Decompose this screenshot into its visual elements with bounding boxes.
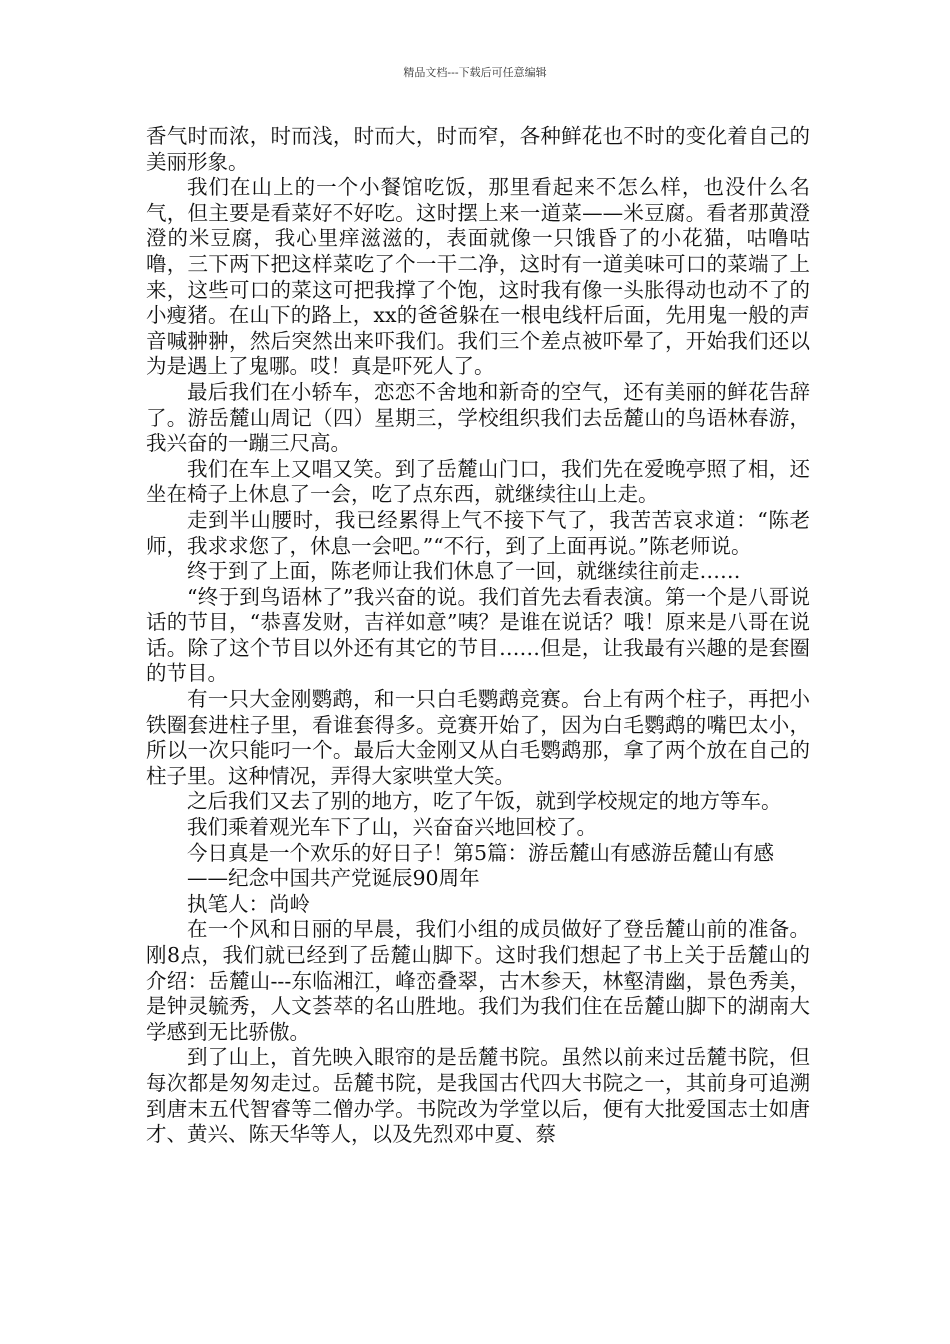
paragraph-13: 执笔人：尚岭 [187, 891, 310, 916]
paragraph-11: 今日真是一个欢乐的好日子！第5篇：游岳麓山有感游岳麓山有感 [187, 840, 775, 865]
page-header: 精品文档---下载后可任意编辑 [403, 66, 547, 79]
paragraph-7: “终于到鸟语林了”我兴奋的说。我们首先去看表演。第一个是八哥说话的节目，“恭喜发财，吉祥如意”咦？是谁在说话？哦！原来是八哥在说话。除了这个节目以外还有其它的节目……但是，让我最有兴趣的是套圈的节目。 [146, 584, 810, 686]
paragraph-10: 我们乘着观光车下了山，兴奋奋兴地回校了。 [187, 815, 597, 840]
paragraph-4: 我们在车上又唱又笑。到了岳麓山门口，我们先在爱晚亭照了相，还坐在椅子上休息了一会，吃了点东西，就继续往山上走。 [146, 456, 810, 507]
paragraph-15: 到了山上，首先映入眼帘的是岳麓书院。虽然以前来过岳麓书院，但每次都是匆匆走过。岳麓书院，是我国古代四大书院之一，其前身可追溯到唐末五代智睿等二僧办学。书院改为学堂以后，便有大批爱国志士如唐才、黄兴、陈天华等人，以及先烈邓中夏、蔡 [146, 1045, 810, 1147]
paragraph-14: 在一个风和日丽的早晨，我们小组的成员做好了登岳麓山前的准备。刚8点，我们就已经到了岳麓山脚下。这时我们想起了书上关于岳麓山的介绍：岳麓山---东临湘江，峰峦叠翠，古木参天，林壑清幽，景色秀美，是钟灵毓秀，人文荟萃的名山胜地。我们为我们住在岳麓山脚下的湖南大学感到无比骄傲。 [146, 917, 810, 1044]
paragraph-12: ——纪念中国共产党诞辰90周年 [187, 866, 480, 891]
paragraph-2: 我们在山上的一个小餐馆吃饭，那里看起来不怎么样，也没什么名气，但主要是看菜好不好吃。这时摆上来一道菜——米豆腐。看者那黄澄澄的米豆腐，我心里痒滋滋的，表面就像一只饿昏了的小花猫，咕噜咕噜，三下两下把这样菜吃了个一干二净，这时有一道美味可口的菜端了上来，这些可口的菜这可把我撑了个饱，这时我有像一头胀得动也动不了的小瘦猪。在山下的路上，xx的爸爸躲在一根电线杆后面，先用鬼一般的声音喊翀翀，然后突然出来吓我们。我们三个差点被吓晕了，开始我们还以为是遇上了鬼哪。哎！真是吓死人了。 [146, 175, 810, 379]
paragraph-5: 走到半山腰时，我已经累得上气不接下气了，我苦苦哀求道：“陈老师，我求求您了，休息一会吧。”“不行，到了上面再说。”陈老师说。 [146, 507, 810, 558]
paragraph-8: 有一只大金刚鹦鹉，和一只白毛鹦鹉竞赛。台上有两个柱子，再把小铁圈套进柱子里，看谁套得多。竞赛开始了，因为白毛鹦鹉的嘴巴太小，所以一次只能叼一个。最后大金刚又从白毛鹦鹉那，拿了两个放在自己的柱子里。这种情况，弄得大家哄堂大笑。 [146, 687, 810, 788]
paragraph-9: 之后我们又去了别的地方，吃了午饭，就到学校规定的地方等车。 [187, 789, 782, 814]
paragraph-3: 最后我们在小轿车，恋恋不舍地和新奇的空气，还有美丽的鲜花告辞了。游岳麓山周记（四）星期三，学校组织我们去岳麓山的鸟语林春游，我兴奋的一蹦三尺高。 [146, 379, 810, 456]
document-body [146, 124, 810, 1148]
paragraph-1: 香气时而浓，时而浅，时而大，时而窄，各种鲜花也不时的变化着自己的美丽形象。 [146, 124, 810, 174]
paragraph-6: 终于到了上面，陈老师让我们休息了一回，就继续往前走…… [187, 559, 741, 584]
